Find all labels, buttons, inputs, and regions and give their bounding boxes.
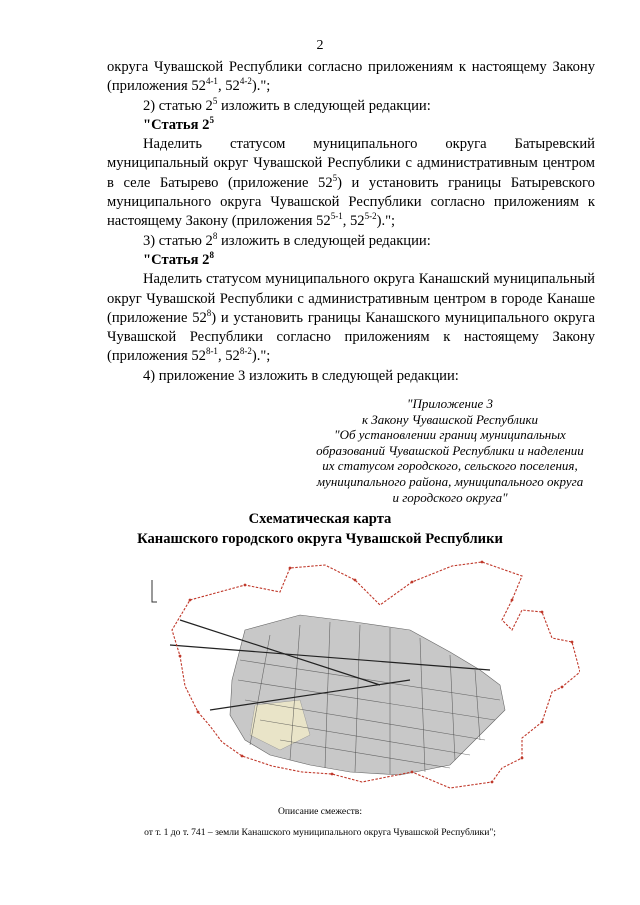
article-title-2-5 [107,116,595,135]
text-run: , 52 [217,348,240,365]
text-run: Наделить статусом муниципального округа Канашский муниципальный округ Чувашской Республики с административным центром в городе Канаше (приложение 52 [107,271,595,326]
text-run: )."; [376,213,396,230]
schematic-map [150,560,580,790]
paragraph-1 [107,58,595,97]
superscript: 8-2 [239,346,252,357]
paragraph-7 [107,270,595,366]
superscript: 4-2 [239,76,252,87]
map-title-line-2: Канашского городского округа Чувашской Республики [137,530,503,547]
body-text [107,58,595,386]
appendix-line: образований Чувашской Республики и наделении [316,442,584,458]
paragraph-5 [107,232,595,251]
superscript: 8 [206,308,212,318]
text-run: ) и установить границы Канашского муниципального округа Чувашской Республики согласно приложениям к настоящему Закону (приложения 52 [107,309,595,365]
superscript: 4-1 [205,76,218,87]
text-run: 3) статью 2 [143,232,213,249]
text-run: 4) приложение 3 изложить в следующей редакции: [143,367,459,384]
superscript: 5 [332,172,338,183]
text-run: Наделить статусом муниципального округа Батыревский муниципальный округ Чувашской Республики с административным центром в селе Батырево (приложение 52 [107,136,595,191]
scale-marker [152,580,157,602]
text-run: "Статья 2 [143,251,210,268]
superscript: 8 [212,230,218,241]
superscript: 5 [209,115,214,126]
text-run: , 52 [342,213,365,230]
article-title-2-8 [107,251,595,270]
text-run: ) и установить границы Батыревского муниципального округа Чувашской Республики согласно приложениям к настоящему Закону (приложения 52 [107,174,595,230]
superscript: 8-1 [205,346,218,357]
text-run: округа Чувашской Республики согласно приложениям к настоящему Закону (приложения 52 [107,59,595,95]
superscript: 8 [209,250,214,261]
text-run: )."; [251,348,271,365]
superscript: 5-1 [330,211,343,222]
appendix-line: муниципального района, муниципального округа [316,473,584,489]
paragraph-2 [107,97,595,116]
text-run: "Статья 2 [143,116,210,133]
text-run: )."; [251,78,271,95]
superscript: 5-2 [364,211,377,222]
text-run: изложить в следующей редакции: [217,97,431,114]
appendix-line: "Об установлении границ муниципальных [334,427,566,443]
appendix-line: "Приложение 3 [406,396,493,411]
page-number: 2 [316,38,324,53]
paragraph-4 [107,135,595,231]
text-run: 2) статью 2 [143,97,213,114]
appendix-line: и городского округа" [392,489,508,505]
text-run: изложить в следующей редакции: [217,232,431,249]
appendix-header [300,396,600,505]
superscript: 5 [212,95,218,106]
map-title [0,510,640,549]
caption-adjacency-description: от т. 1 до т. 741 – земли Канашского муниципального округа Чувашской Республики"; [144,827,496,838]
appendix-line: к Закону Чувашской Республики [361,411,539,427]
urban-area [230,615,505,775]
map-title-line-1: Схематическая карта [248,511,392,527]
appendix-line: их статусом городского, сельского поселения, [322,458,578,474]
caption-adjacency-title: Описание смежеств: [278,806,362,817]
paragraph-8 [107,367,595,386]
text-run: , 52 [217,78,240,95]
